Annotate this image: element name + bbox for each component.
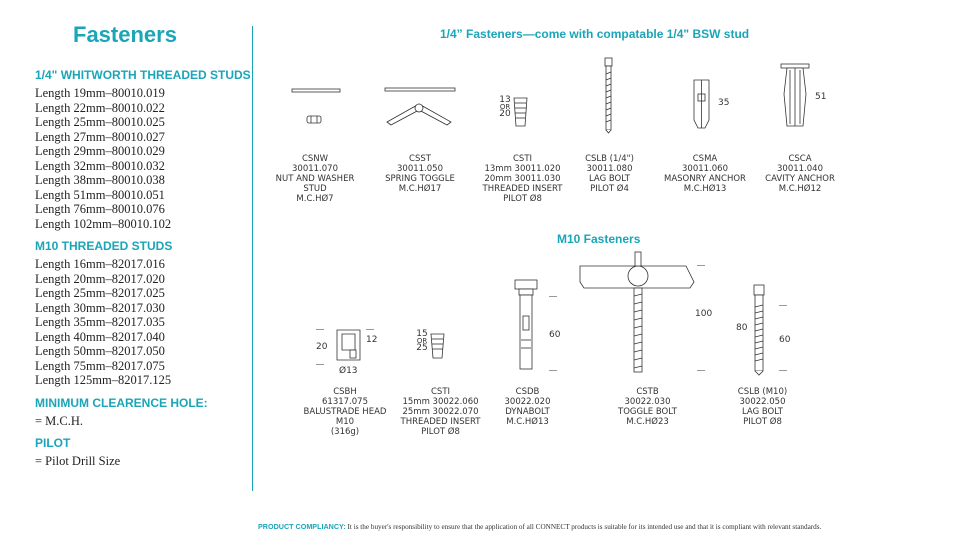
footer-label: PRODUCT COMPLIANCY: xyxy=(258,522,346,531)
cslb-m10-length-dimension: 80 xyxy=(736,323,748,333)
fastener-csca: CSCA 30011.040 CAVITY ANCHOR M.C.HØ12 xyxy=(755,154,845,194)
list-item: Length 16mm–82017.016 xyxy=(35,257,165,271)
list-item: Length 125mm–82017.125 xyxy=(35,373,172,387)
list-item: Length 29mm–80010.029 xyxy=(35,144,165,158)
fastener-cslb-quarter: CSLB (1/4") 30011.080 LAG BOLT PILOT Ø4 xyxy=(572,154,647,194)
footer-text: It is the buyer's responsibility to ensure that the application of all CONNECT products is suitable for its intended use and that it is compliant with relevant standards. xyxy=(345,523,822,531)
page-title: Fasteners xyxy=(73,22,177,47)
masonry-anchor-drawing xyxy=(693,80,711,130)
fastener-csdb: CSDB 30022.020 DYNABOLT M.C.HØ13 xyxy=(480,387,575,427)
fastener-csma: CSMA 30011.060 MASONRY ANCHOR M.C.HØ13 xyxy=(655,154,755,194)
lag-bolt-m10-drawing xyxy=(752,285,768,375)
fastener-csti-m10: CSTI 15mm 30022.060 25mm 30022.070 THREADED INSERT PILOT Ø8 xyxy=(393,387,488,437)
m10-studs-heading: M10 THREADED STUDS xyxy=(35,239,173,253)
threaded-insert-drawing xyxy=(514,98,528,128)
left-panel xyxy=(35,68,255,477)
item-code: CSBH xyxy=(333,387,357,397)
nut-and-washer-stud-drawing xyxy=(292,88,342,128)
list-item: Length 20mm–82017.020 xyxy=(35,271,165,286)
list-item: Length 35mm–82017.035 xyxy=(35,315,165,329)
csdb-dimension: 60 xyxy=(549,330,561,340)
list-item: Length 76mm–80010.076 xyxy=(35,202,165,216)
item-code: CSLB (1/4") xyxy=(585,154,634,164)
list-item: Length 51mm–80010.051 xyxy=(35,187,165,202)
list-item: Length 25mm–82017.025 xyxy=(35,286,165,300)
list-item: Length 27mm–80010.027 xyxy=(35,129,165,144)
list-item: Length 50mm–82017.050 xyxy=(35,344,165,358)
list-item: Length 40mm–82017.040 xyxy=(35,329,165,344)
csbh-diameter-dimension: Ø13 xyxy=(339,366,358,376)
quarter-inch-fasteners-heading: 1/4” Fasteners—come with compatable 1/4" BSW stud xyxy=(440,27,750,41)
mch-definition: = M.C.H. xyxy=(35,413,84,428)
cslb-m10-thread-dimension: 60 xyxy=(779,335,791,345)
list-item: Length 102mm–80010.102 xyxy=(35,216,172,231)
fastener-csbh: CSBH 61317.075 BALUSTRADE HEAD M10 (316g) xyxy=(300,387,390,437)
csti-m10-dimension: 15 OR 25 xyxy=(416,329,428,353)
csca-dimension: 51 xyxy=(815,92,827,102)
item-code: CSNW xyxy=(301,154,329,164)
item-code: CSTI xyxy=(512,154,533,164)
list-item: Length 75mm–82017.075 xyxy=(35,358,165,373)
vertical-divider xyxy=(252,26,253,491)
threaded-insert-m10-drawing xyxy=(431,334,445,360)
fastener-cstb: CSTB 30022.030 TOGGLE BOLT M.C.HØ23 xyxy=(600,387,695,427)
toggle-bolt-drawing xyxy=(578,252,698,374)
list-item: Length 32mm–80010.032 xyxy=(35,158,165,173)
fastener-csti: CSTI 13mm 30011.020 20mm 30011.030 THREADED INSERT PILOT Ø8 xyxy=(475,154,570,204)
fastener-csnw: CSNW 30011.070 NUT AND WASHER STUD M.C.HØ7 xyxy=(275,154,355,204)
cstb-dimension: 100 xyxy=(695,309,713,319)
csma-dimension: 35 xyxy=(718,98,730,108)
csbh-height-dimension: 20 xyxy=(316,342,328,352)
list-item: Length 25mm–80010.025 xyxy=(35,115,165,129)
list-item: Length 30mm–82017.030 xyxy=(35,300,165,315)
whitworth-heading: 1/4" WHITWORTH THREADED STUDS xyxy=(35,68,251,82)
fastener-csst: CSST 30011.050 SPRING TOGGLE M.C.HØ17 xyxy=(375,154,465,194)
item-code: CSDB xyxy=(515,387,540,397)
csbh-width-dimension: 12 xyxy=(366,335,378,345)
mch-heading: MINIMUM CLEARENCE HOLE: xyxy=(35,395,208,410)
csti-dimension: 13 OR 20 xyxy=(499,95,511,119)
dynabolt-drawing xyxy=(513,280,541,372)
pilot-definition: = Pilot Drill Size xyxy=(35,454,121,468)
list-item: Length 19mm–80010.019 xyxy=(35,86,165,100)
lag-bolt-drawing xyxy=(603,58,615,133)
list-item: Length 22mm–80010.022 xyxy=(35,100,165,115)
item-code: CSST xyxy=(409,154,431,164)
item-code: CSTI xyxy=(430,387,451,397)
whitworth-list xyxy=(35,86,255,231)
product-compliancy-footer xyxy=(258,522,821,531)
m10-fasteners-heading: M10 Fasteners xyxy=(557,232,641,246)
cavity-anchor-drawing xyxy=(781,64,811,130)
item-code: CSLB (M10) xyxy=(737,387,788,397)
spring-toggle-drawing xyxy=(385,88,457,128)
item-code: CSMA xyxy=(692,154,718,164)
list-item: Length 38mm–80010.038 xyxy=(35,173,165,187)
item-code: CSCA xyxy=(788,154,812,164)
m10-studs-list xyxy=(35,257,255,388)
item-code: CSTB xyxy=(636,387,659,397)
fastener-cslb-m10: CSLB (M10) 30022.050 LAG BOLT PILOT Ø8 xyxy=(715,387,810,427)
balustrade-head-drawing xyxy=(336,330,362,362)
pilot-heading: PILOT xyxy=(35,436,71,450)
